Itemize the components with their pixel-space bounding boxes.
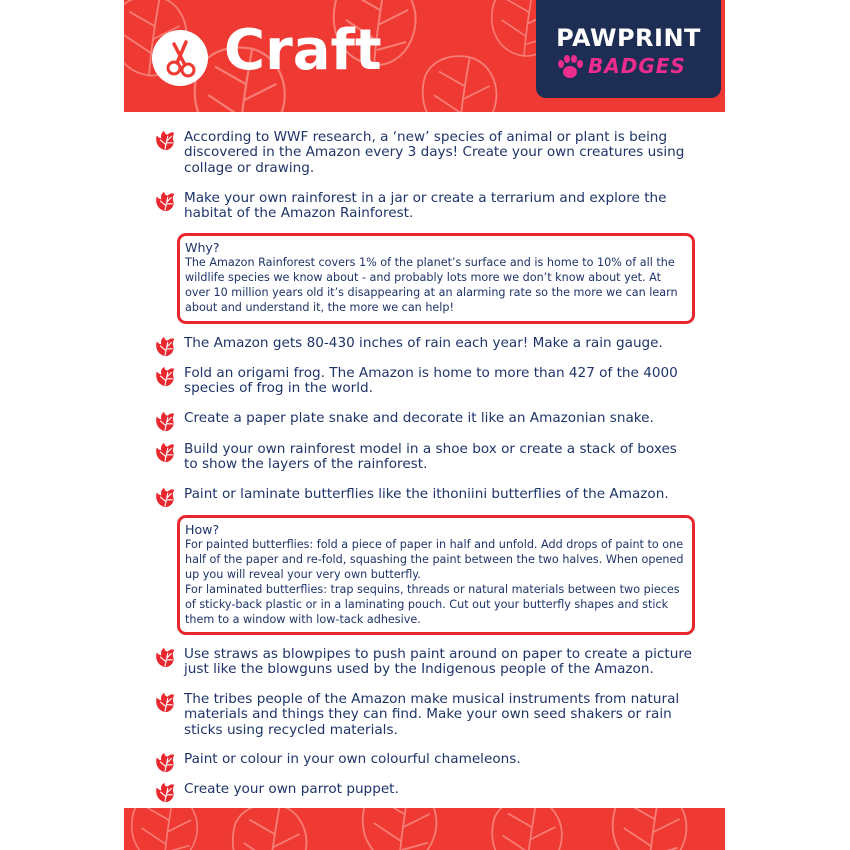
page-title: Craft [224, 18, 382, 83]
how-body-painted: For painted butterflies: fold a piece of paper in half and unfold. Add drops of paint to one half of the paper and re-fold, squashing the paint between the two halves. When opened up you will reveal your very own butterfly. [185, 538, 684, 581]
leaf-bullet-icon [154, 487, 176, 509]
leaf-bullet-icon [154, 130, 176, 152]
header-banner [124, 0, 725, 112]
list-item-text: Make your own rainforest in a jar or create a terrarium and explore the habitat of the Amazon Rainforest. [184, 190, 667, 222]
why-heading: Why? [185, 240, 220, 255]
list-item-text: Paint or colour in your own colourful chameleons. [184, 751, 521, 767]
list-item-text: The tribes people of the Amazon make musical instruments from natural materials and things they can find. Make your own seed shakers or rain sticks using recycled materials. [184, 691, 680, 738]
list-item-text: The Amazon gets 80-430 inches of rain each year! Make a rain gauge. [184, 335, 663, 351]
leaf-bullet-icon [154, 191, 176, 213]
leaf-bullet-icon [154, 336, 176, 358]
leaf-bullet-icon [154, 692, 176, 714]
page [124, 0, 725, 850]
leaf-bullet-icon [154, 647, 176, 669]
logo-line-1: PAWPRINT [556, 24, 701, 52]
leaf-bullet-icon [154, 782, 176, 804]
leaf-bullet-icon [154, 442, 176, 464]
list-item-text: Create your own parrot puppet. [184, 781, 399, 797]
leaf-bullet-icon [154, 366, 176, 388]
paw-icon [556, 54, 584, 80]
why-body: The Amazon Rainforest covers 1% of the planet’s surface and is home to 10% of all the wildlife species we know about - and probably lots more we don’t know about yet. At over 10 million years old it’s disappearing at an alarming rate so the more we can learn about and understand it, the more we can help! [185, 256, 678, 314]
list-item-text: Paint or laminate butterflies like the ithoniini butterflies of the Amazon. [184, 486, 669, 502]
why-info-box [177, 233, 695, 324]
leaf-bullet-icon [154, 411, 176, 433]
how-heading: How? [185, 522, 220, 537]
list-item-text: Build your own rainforest model in a shoe box or create a stack of boxes to show the layers of the rainforest. [184, 441, 677, 473]
scissors-icon [152, 30, 208, 86]
how-body-laminated: For laminated butterflies: trap sequins, threads or natural materials between two pieces of sticky-back plastic or in a laminating pouch. Cut out your butterfly shapes and stick them to a window with low-tack adhesive. [185, 583, 680, 626]
how-info-box [177, 515, 695, 635]
footer-banner [124, 808, 725, 850]
list-item-text: Create a paper plate snake and decorate it like an Amazonian snake. [184, 410, 654, 426]
leaf-bullet-icon [154, 752, 176, 774]
list-item-text: Fold an origami frog. The Amazon is home to more than 427 of the 4000 species of frog in the world. [184, 365, 678, 397]
leaf-pattern-decoration [124, 808, 725, 850]
list-item-text: According to WWF research, a ‘new’ species of animal or plant is being discovered in the Amazon every 3 days! Create your own creatures using collage or drawing. [184, 129, 685, 176]
list-item-text: Use straws as blowpipes to push paint around on paper to create a picture just like the blowguns used by the Indigenous people of the Amazon. [184, 646, 692, 678]
logo-line-2: BADGES [588, 54, 686, 78]
pawprint-badges-logo [536, 0, 721, 98]
